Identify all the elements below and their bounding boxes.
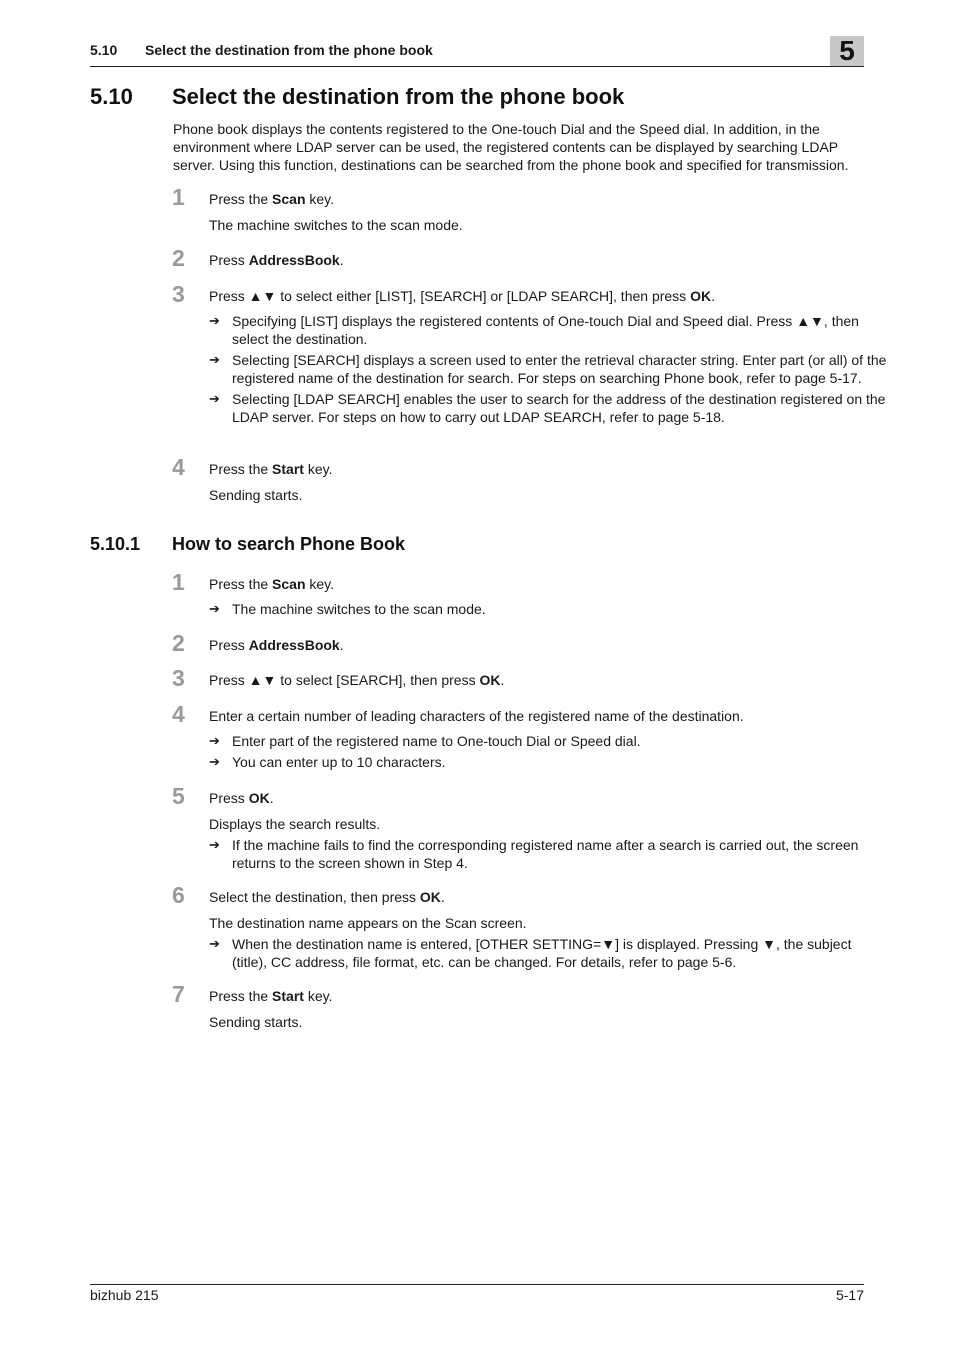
footer-product: bizhub 215 bbox=[90, 1287, 159, 1303]
section-heading-number: 5.10 bbox=[90, 84, 133, 109]
header-section-title: Select the destination from the phone book bbox=[145, 42, 433, 58]
step-notes bbox=[209, 600, 864, 618]
section-heading-title: Select the destination from the phone book bbox=[172, 84, 625, 109]
note-item: ➔ When the destination name is entered, [OTHER SETTING=▼] is displayed. Pressing ▼, the subject (title), CC address, file format, etc. can be changed. For details, refer to page 5-6. bbox=[209, 936, 852, 970]
arrow-icon: ➔ bbox=[209, 837, 220, 852]
step-number: 3 bbox=[172, 281, 185, 307]
arrow-icon: ➔ bbox=[209, 352, 220, 367]
step-instruction: Press ▲▼ to select [SEARCH], then press OK. bbox=[209, 672, 505, 688]
step-4 bbox=[90, 454, 864, 504]
arrow-icon: ➔ bbox=[209, 754, 220, 769]
step-number: 4 bbox=[172, 701, 185, 727]
chapter-number: 5 bbox=[839, 35, 855, 66]
step-notes bbox=[209, 836, 864, 872]
step-instruction: Enter a certain number of leading characters of the registered name of the destination. bbox=[209, 708, 744, 724]
subsection-heading-number: 5.10.1 bbox=[90, 534, 141, 554]
arrow-icon: ➔ bbox=[209, 936, 220, 951]
step-1 bbox=[90, 184, 864, 234]
step-number: 4 bbox=[172, 454, 185, 480]
step-notes bbox=[209, 312, 887, 426]
intro-paragraph: Phone book displays the contents registered to the One-touch Dial and the Speed dial. In addition, in the environment where LDAP server can be used, the registered contents can be displayed by searching LDAP server. Using this function, destinations can be searched from the phone book and specified for transmission. bbox=[173, 121, 849, 173]
search-step-4 bbox=[90, 701, 864, 774]
step-instruction: Press the Scan key. bbox=[209, 191, 335, 207]
step-result: Sending starts. bbox=[209, 487, 303, 503]
section-heading bbox=[90, 84, 624, 110]
step-instruction: Press the Start key. bbox=[209, 461, 333, 477]
procedure-select-destination bbox=[90, 184, 864, 234]
search-step-1 bbox=[90, 569, 864, 621]
step-number: 6 bbox=[172, 882, 185, 908]
subsection-heading bbox=[90, 534, 405, 555]
step-instruction: Press the Start key. bbox=[209, 988, 333, 1004]
step-instruction: Press ▲▼ to select either [LIST], [SEARCH] or [LDAP SEARCH], then press OK. bbox=[209, 288, 715, 304]
arrow-icon: ➔ bbox=[209, 601, 220, 616]
step-number: 2 bbox=[172, 245, 185, 271]
note-item: ➔ Enter part of the registered name to One-touch Dial or Speed dial. bbox=[209, 733, 641, 749]
footer-rule bbox=[90, 1284, 864, 1285]
step-result: The machine switches to the scan mode. bbox=[209, 217, 463, 233]
step-number: 1 bbox=[172, 569, 185, 595]
step-number: 3 bbox=[172, 665, 185, 691]
search-step-5 bbox=[90, 783, 864, 875]
step-instruction: Press OK. bbox=[209, 790, 274, 806]
arrow-icon: ➔ bbox=[209, 313, 220, 328]
step-result: Sending starts. bbox=[209, 1014, 303, 1030]
note-item: ➔ Selecting [LDAP SEARCH] enables the user to search for the address of the destination registered on the LDAP server. For steps on how to carry out LDAP SEARCH, refer to page 5-18. bbox=[209, 391, 886, 425]
step-number: 7 bbox=[172, 981, 185, 1007]
note-item: ➔ Specifying [LIST] displays the registered contents of One-touch Dial and Speed dial. Press ▲▼, then select the destination. bbox=[209, 313, 859, 347]
step-result: Displays the search results. bbox=[209, 816, 381, 832]
arrow-icon: ➔ bbox=[209, 391, 220, 406]
step-3 bbox=[90, 281, 887, 429]
header-section-number: 5.10 bbox=[90, 42, 118, 58]
search-step-3 bbox=[90, 665, 864, 691]
note-item: ➔ If the machine fails to find the corresponding registered name after a search is carried out, the screen returns to the screen shown in Step 4. bbox=[209, 837, 859, 871]
step-notes bbox=[209, 732, 864, 771]
step-result: The destination name appears on the Scan screen. bbox=[209, 915, 527, 931]
note-item: ➔ The machine switches to the scan mode. bbox=[209, 601, 486, 617]
step-number: 5 bbox=[172, 783, 185, 809]
step-number: 2 bbox=[172, 630, 185, 656]
search-step-7 bbox=[90, 981, 864, 1031]
step-notes bbox=[209, 935, 864, 971]
step-instruction: Press the Scan key. bbox=[209, 576, 335, 592]
arrow-icon: ➔ bbox=[209, 733, 220, 748]
step-instruction: Press AddressBook. bbox=[209, 252, 344, 268]
footer-page-number: 5-17 bbox=[835, 1287, 864, 1303]
search-step-6 bbox=[90, 882, 864, 974]
step-instruction: Select the destination, then press OK. bbox=[209, 889, 445, 905]
subsection-heading-title: How to search Phone Book bbox=[172, 534, 406, 554]
running-header bbox=[90, 35, 864, 67]
search-step-2 bbox=[90, 630, 864, 656]
step-2 bbox=[90, 245, 864, 271]
step-instruction: Press AddressBook. bbox=[209, 637, 344, 653]
note-item: ➔ Selecting [SEARCH] displays a screen used to enter the retrieval character string. Enter part (or all) of the registered name of the destination for search. For steps on searching Phone book, refer to page 5-17. bbox=[209, 352, 887, 386]
chapter-badge bbox=[830, 36, 864, 66]
note-item: ➔ You can enter up to 10 characters. bbox=[209, 754, 446, 770]
step-number: 1 bbox=[172, 184, 185, 210]
